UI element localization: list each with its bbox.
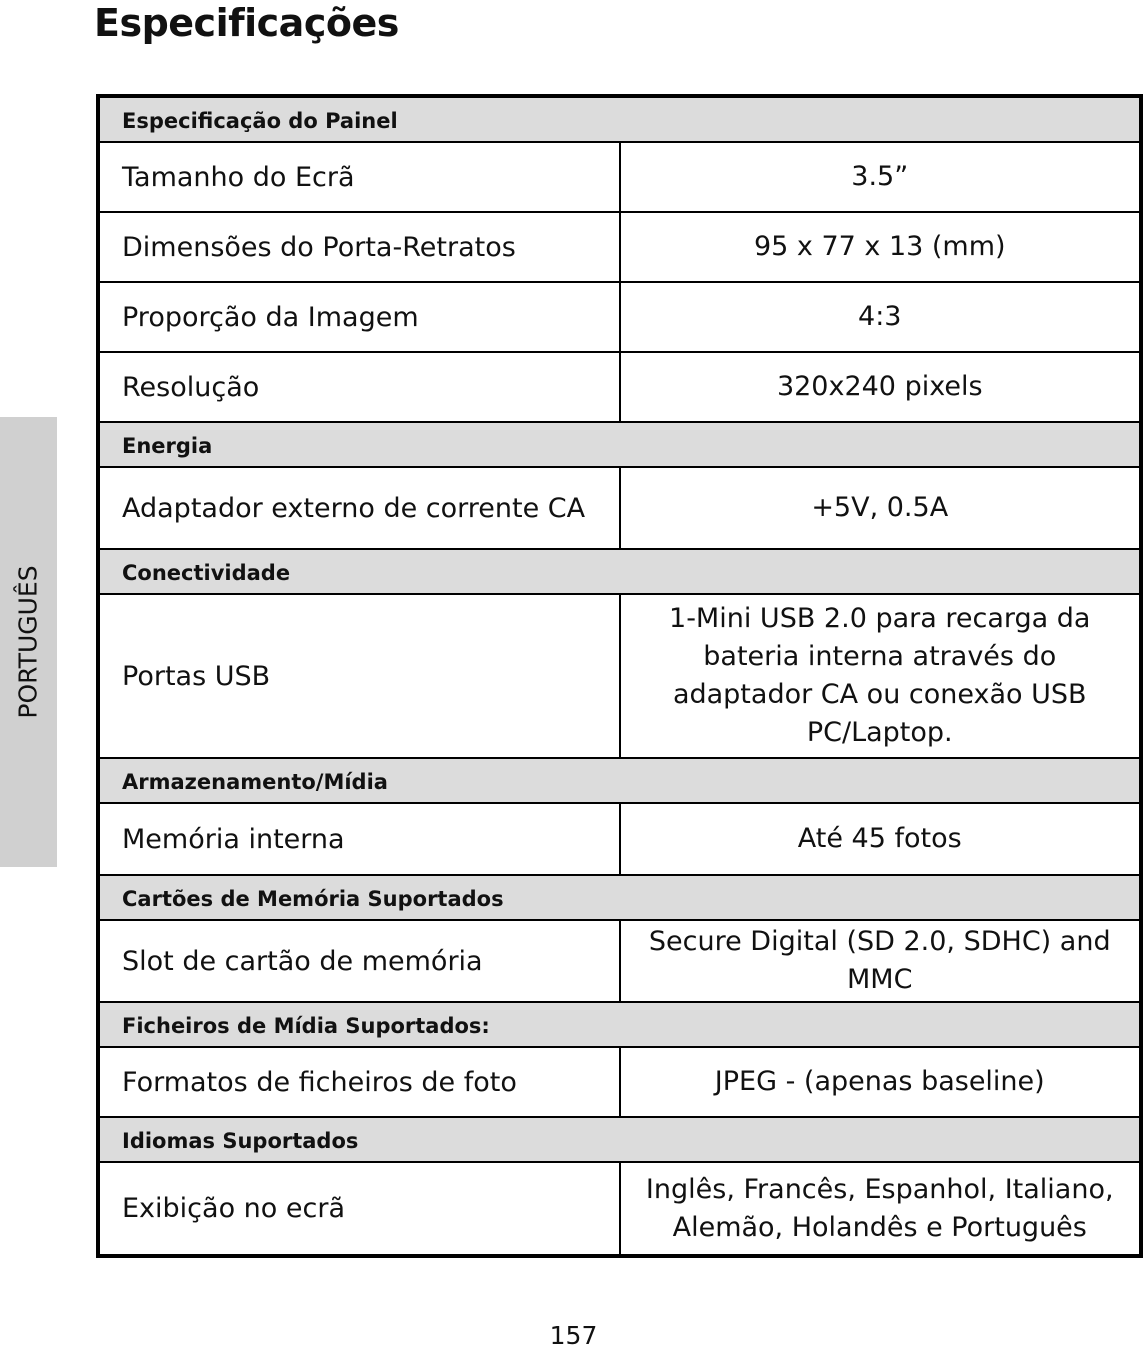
spec-row bbox=[98, 352, 1141, 422]
spec-value: JPEG - (apenas baseline) bbox=[620, 1047, 1142, 1117]
section-header-row bbox=[98, 875, 1141, 920]
spec-label: Tamanho do Ecrã bbox=[98, 142, 620, 212]
spec-value: 320x240 pixels bbox=[620, 352, 1142, 422]
spec-label: Adaptador externo de corrente CA bbox=[98, 467, 620, 549]
spec-row bbox=[98, 467, 1141, 549]
page-title: Especificações bbox=[94, 1, 399, 45]
section-header: Especificação do Painel bbox=[98, 96, 1141, 142]
spec-value: Inglês, Francês, Espanhol, Italiano, Alemão, Holandês e Português bbox=[620, 1162, 1142, 1256]
language-side-tab bbox=[0, 417, 57, 867]
spec-label: Resolução bbox=[98, 352, 620, 422]
spec-row bbox=[98, 920, 1141, 1002]
spec-value: +5V, 0.5A bbox=[620, 467, 1142, 549]
page-number: 157 bbox=[549, 1321, 598, 1350]
spec-value: Até 45 fotos bbox=[620, 803, 1142, 875]
spec-value: 3.5” bbox=[620, 142, 1142, 212]
section-header-row bbox=[98, 1002, 1141, 1047]
spec-row bbox=[98, 282, 1141, 352]
spec-label: Memória interna bbox=[98, 803, 620, 875]
section-header: Ficheiros de Mídia Suportados: bbox=[98, 1002, 1141, 1047]
spec-label: Dimensões do Porta-Retratos bbox=[98, 212, 620, 282]
spec-row bbox=[98, 1047, 1141, 1117]
section-header: Armazenamento/Mídia bbox=[98, 758, 1141, 803]
spec-label: Formatos de ficheiros de foto bbox=[98, 1047, 620, 1117]
side-tab-label: PORTUGUÊS bbox=[13, 565, 43, 719]
spec-row bbox=[98, 212, 1141, 282]
specifications-table bbox=[96, 94, 1143, 1258]
section-header-row bbox=[98, 549, 1141, 594]
spec-label: Proporção da Imagem bbox=[98, 282, 620, 352]
spec-value: 1-Mini USB 2.0 para recarga da bateria interna através do adaptador CA ou conexão USB PC/Laptop. bbox=[620, 594, 1142, 758]
section-header: Conectividade bbox=[98, 549, 1141, 594]
section-header-row bbox=[98, 758, 1141, 803]
spec-row bbox=[98, 803, 1141, 875]
spec-row bbox=[98, 142, 1141, 212]
section-header: Idiomas Suportados bbox=[98, 1117, 1141, 1162]
section-header-row bbox=[98, 422, 1141, 467]
spec-label: Portas USB bbox=[98, 594, 620, 758]
spec-value: Secure Digital (SD 2.0, SDHC) and MMC bbox=[620, 920, 1142, 1002]
section-header-row bbox=[98, 96, 1141, 142]
spec-value: 4:3 bbox=[620, 282, 1142, 352]
section-header-row bbox=[98, 1117, 1141, 1162]
section-header: Cartões de Memória Suportados bbox=[98, 875, 1141, 920]
section-header: Energia bbox=[98, 422, 1141, 467]
spec-row bbox=[98, 594, 1141, 758]
spec-label: Exibição no ecrã bbox=[98, 1162, 620, 1256]
spec-row bbox=[98, 1162, 1141, 1256]
spec-value: 95 x 77 x 13 (mm) bbox=[620, 212, 1142, 282]
spec-label: Slot de cartão de memória bbox=[98, 920, 620, 1002]
